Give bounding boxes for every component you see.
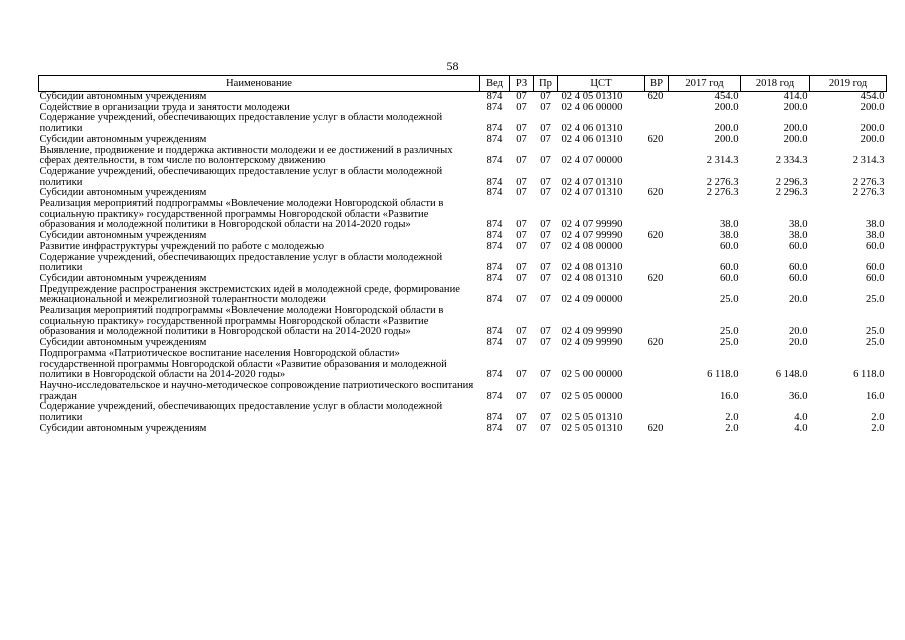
row-ved: 874 (486, 326, 503, 338)
row-name: Субсидии автономным учреждениям (39, 133, 207, 145)
row-rz: 07 (516, 412, 527, 424)
row-cst: 02 5 05 01310 (561, 412, 623, 424)
row-vr (645, 113, 669, 134)
header-pr: Пр (534, 76, 558, 92)
table-row (39, 402, 887, 423)
row-vr (645, 146, 669, 167)
row-ved: 874 (486, 133, 503, 145)
row-2018: 200.0 (783, 123, 808, 135)
row-ved: 874 (486, 187, 503, 199)
row-pr: 07 (540, 262, 551, 274)
table-row (39, 253, 887, 274)
row-2018: 4.0 (794, 412, 808, 424)
table-row (39, 381, 887, 402)
row-vr (645, 242, 669, 253)
row-ved: 874 (486, 390, 503, 402)
table-body (39, 92, 887, 435)
row-2017: 25.0 (719, 326, 739, 338)
table-row (39, 135, 887, 146)
row-pr: 07 (540, 326, 551, 338)
row-name: Предупреждение распространения экстремистских идей в молодежной среде, формирование межнациональной и межрелигиозной толерантности молодежи (39, 283, 460, 306)
row-2019: 2 276.3 (852, 187, 885, 199)
row-ved: 874 (486, 123, 503, 135)
header-2018: 2018 год (741, 76, 810, 92)
row-2019: 38.0 (865, 230, 885, 242)
row-2018: 2 296.3 (775, 176, 808, 188)
row-2019: 60.0 (865, 262, 885, 274)
row-rz: 07 (516, 369, 527, 381)
row-name: Содержание учреждений, обеспечивающих предоставление услуг в области молодежной политики (39, 401, 443, 424)
row-2017: 200.0 (714, 101, 739, 113)
row-2018: 200.0 (783, 101, 808, 113)
row-cst: 02 4 06 01310 (561, 123, 623, 135)
row-pr: 07 (540, 187, 551, 199)
row-rz: 07 (516, 272, 527, 284)
row-ved: 874 (486, 412, 503, 424)
row-ved: 874 (486, 272, 503, 284)
row-2019: 16.0 (865, 390, 885, 402)
table-row (39, 199, 887, 231)
row-rz: 07 (516, 187, 527, 199)
row-ved: 874 (486, 101, 503, 113)
row-name: Содержание учреждений, обеспечивающих предоставление услуг в области молодежной политики (39, 251, 443, 274)
row-cst: 02 4 06 00000 (561, 101, 623, 113)
row-2017: 60.0 (719, 240, 739, 252)
row-vr (645, 306, 669, 338)
row-2019: 2 314.3 (852, 155, 885, 167)
row-pr: 07 (540, 390, 551, 402)
budget-table (38, 75, 887, 435)
header-cst: ЦСТ (558, 76, 645, 92)
row-vr: 620 (647, 187, 664, 199)
row-2019: 200.0 (860, 101, 885, 113)
row-2018: 200.0 (783, 133, 808, 145)
row-name: Подпрограмма «Патриотическое воспитание населения Новгородской области» государственной программы Новгородской области «Развитие образования и молодежной политики в Новгородской области на 2014-2020 годы» (39, 347, 447, 381)
row-2018: 20.0 (788, 294, 808, 306)
row-vr (645, 402, 669, 423)
row-vr (645, 167, 669, 188)
row-rz: 07 (516, 390, 527, 402)
row-pr: 07 (540, 272, 551, 284)
header-2017: 2017 год (669, 76, 741, 92)
row-2019: 2.0 (871, 412, 885, 424)
row-vr: 620 (647, 230, 664, 242)
row-name: Содержание учреждений, обеспечивающих предоставление услуг в области молодежной политики (39, 112, 443, 135)
row-2018: 60.0 (788, 240, 808, 252)
row-rz: 07 (516, 230, 527, 242)
row-pr: 07 (540, 369, 551, 381)
row-2019: 25.0 (865, 337, 885, 349)
table-header-row (39, 76, 887, 92)
row-cst: 02 4 08 00000 (561, 240, 623, 252)
row-cst: 02 4 07 99990 (561, 230, 623, 242)
row-name: Субсидии автономным учреждениям (39, 337, 207, 349)
row-pr: 07 (540, 422, 551, 434)
row-2018: 38.0 (788, 219, 808, 231)
row-2018: 4.0 (794, 422, 808, 434)
row-2018: 60.0 (788, 262, 808, 274)
row-name: Развитие инфраструктуры учреждений по работе с молодежью (39, 240, 325, 252)
row-cst: 02 4 07 01310 (561, 176, 623, 188)
row-vr: 620 (647, 133, 664, 145)
row-2019: 200.0 (860, 133, 885, 145)
row-2019: 200.0 (860, 123, 885, 135)
row-cst: 02 4 08 01310 (561, 272, 623, 284)
row-name: Выявление, продвижение и поддержка активности молодежи и ее достижений в различных сферах деятельности, в том числе по волонтерскому движению (39, 144, 453, 167)
row-2018: 20.0 (788, 326, 808, 338)
row-name: Реализация мероприятий подпрограммы «Вовлечение молодежи Новгородской области в социальную практику» государственной программы Новгородской области «Развитие образования и молодежной политики в Новгородской области на 2014-2020 годы» (39, 198, 444, 231)
row-ved: 874 (486, 230, 503, 242)
row-pr: 07 (540, 219, 551, 231)
header-rz: РЗ (510, 76, 534, 92)
row-ved: 874 (486, 91, 503, 102)
row-cst: 02 4 05 01310 (561, 91, 623, 102)
row-vr (645, 381, 669, 402)
row-rz: 07 (516, 326, 527, 338)
row-2018: 38.0 (788, 230, 808, 242)
row-cst: 02 4 09 99990 (561, 337, 623, 349)
row-ved: 874 (486, 369, 503, 381)
row-ved: 874 (486, 422, 503, 434)
row-2017: 25.0 (719, 337, 739, 349)
row-2019: 6 118.0 (853, 369, 885, 381)
header-vr: ВР (645, 76, 669, 92)
row-name: Реализация мероприятий подпрограммы «Вовлечение молодежи Новгородской области в социальную практику» государственной программы Новгородской области «Развитие образования и молодежной политики в Новгородской области на 2014-2020 годы» (39, 305, 444, 338)
row-name: Субсидии автономным учреждениям (39, 422, 207, 434)
row-2018: 60.0 (788, 272, 808, 284)
row-2017: 60.0 (719, 262, 739, 274)
row-ved: 874 (486, 176, 503, 188)
row-vr (645, 285, 669, 306)
row-2017: 2 276.3 (706, 187, 739, 199)
row-pr: 07 (540, 240, 551, 252)
row-2019: 25.0 (865, 326, 885, 338)
row-cst: 02 4 06 01310 (561, 133, 623, 145)
row-2017: 16.0 (719, 390, 739, 402)
row-rz: 07 (516, 240, 527, 252)
row-rz: 07 (516, 155, 527, 167)
row-cst: 02 4 07 99990 (561, 219, 623, 231)
row-cst: 02 4 08 01310 (561, 262, 623, 274)
row-name: Содействие в организации труда и занятости молодежи (39, 101, 290, 113)
row-2019: 60.0 (865, 240, 885, 252)
row-pr: 07 (540, 123, 551, 135)
header-name: Наименование (39, 76, 480, 92)
row-2017: 2 314.3 (706, 155, 739, 167)
row-2019: 38.0 (865, 219, 885, 231)
row-2017: 38.0 (719, 230, 739, 242)
row-name: Научно-исследовательское и научно-методическое сопровождение патриотического воспитания граждан (39, 379, 474, 402)
row-pr: 07 (540, 133, 551, 145)
row-rz: 07 (516, 294, 527, 306)
row-2017: 2 276.3 (706, 176, 739, 188)
row-2019: 2 276.3 (852, 176, 885, 188)
row-2019: 454.0 (860, 91, 885, 102)
row-2019: 60.0 (865, 272, 885, 284)
header-2019: 2019 год (810, 76, 887, 92)
header-ved: Вед (480, 76, 510, 92)
table-row (39, 242, 887, 253)
row-ved: 874 (486, 262, 503, 274)
row-rz: 07 (516, 262, 527, 274)
table-row (39, 349, 887, 381)
row-pr: 07 (540, 337, 551, 349)
row-vr (645, 253, 669, 274)
row-vr (645, 349, 669, 381)
table-row (39, 306, 887, 338)
row-pr: 07 (540, 230, 551, 242)
row-2018: 6 148.0 (775, 369, 808, 381)
row-pr: 07 (540, 412, 551, 424)
row-rz: 07 (516, 176, 527, 188)
table-row (39, 424, 887, 435)
table-row (39, 285, 887, 306)
row-ved: 874 (486, 155, 503, 167)
row-vr: 620 (647, 272, 664, 284)
row-2017: 2.0 (725, 412, 739, 424)
row-ved: 874 (486, 240, 503, 252)
row-vr (645, 103, 669, 114)
row-2017: 200.0 (714, 123, 739, 135)
table-row (39, 146, 887, 167)
table-row (39, 113, 887, 134)
row-rz: 07 (516, 101, 527, 113)
row-2018: 20.0 (788, 337, 808, 349)
row-rz: 07 (516, 337, 527, 349)
row-cst: 02 5 00 00000 (561, 369, 623, 381)
row-2017: 25.0 (719, 294, 739, 306)
page-number: 58 (446, 59, 459, 73)
row-cst: 02 4 09 99990 (561, 326, 623, 338)
row-pr: 07 (540, 294, 551, 306)
row-name: Субсидии автономным учреждениям (39, 91, 207, 102)
row-rz: 07 (516, 133, 527, 145)
row-ved: 874 (486, 294, 503, 306)
row-name: Субсидии автономным учреждениям (39, 230, 207, 242)
row-name: Субсидии автономным учреждениям (39, 272, 207, 284)
row-rz: 07 (516, 422, 527, 434)
row-pr: 07 (540, 176, 551, 188)
row-2018: 414.0 (783, 91, 808, 102)
row-vr (645, 199, 669, 231)
row-vr: 620 (647, 422, 664, 434)
row-name: Субсидии автономным учреждениям (39, 187, 207, 199)
row-rz: 07 (516, 123, 527, 135)
row-name: Содержание учреждений, обеспечивающих предоставление услуг в области молодежной политики (39, 165, 443, 188)
row-ved: 874 (486, 219, 503, 231)
row-rz: 07 (516, 219, 527, 231)
row-pr: 07 (540, 155, 551, 167)
row-cst: 02 4 07 01310 (561, 187, 623, 199)
row-cst: 02 5 05 00000 (561, 390, 623, 402)
row-2017: 38.0 (719, 219, 739, 231)
row-2019: 25.0 (865, 294, 885, 306)
row-ved: 874 (486, 337, 503, 349)
row-2019: 2.0 (871, 422, 885, 434)
row-2018: 2 334.3 (775, 155, 808, 167)
row-2017: 200.0 (714, 133, 739, 145)
row-pr: 07 (540, 101, 551, 113)
row-2017: 6 118.0 (707, 369, 739, 381)
row-2017: 2.0 (725, 422, 739, 434)
row-cst: 02 4 09 00000 (561, 294, 623, 306)
row-vr: 620 (647, 91, 664, 102)
table-row (39, 167, 887, 188)
row-cst: 02 5 05 01310 (561, 422, 623, 434)
row-2017: 454.0 (714, 91, 739, 102)
row-vr: 620 (647, 337, 664, 349)
row-pr: 07 (540, 91, 551, 102)
row-2017: 60.0 (719, 272, 739, 284)
row-cst: 02 4 07 00000 (561, 155, 623, 167)
row-rz: 07 (516, 91, 527, 102)
row-2018: 2 296.3 (775, 187, 808, 199)
row-2018: 36.0 (788, 390, 808, 402)
